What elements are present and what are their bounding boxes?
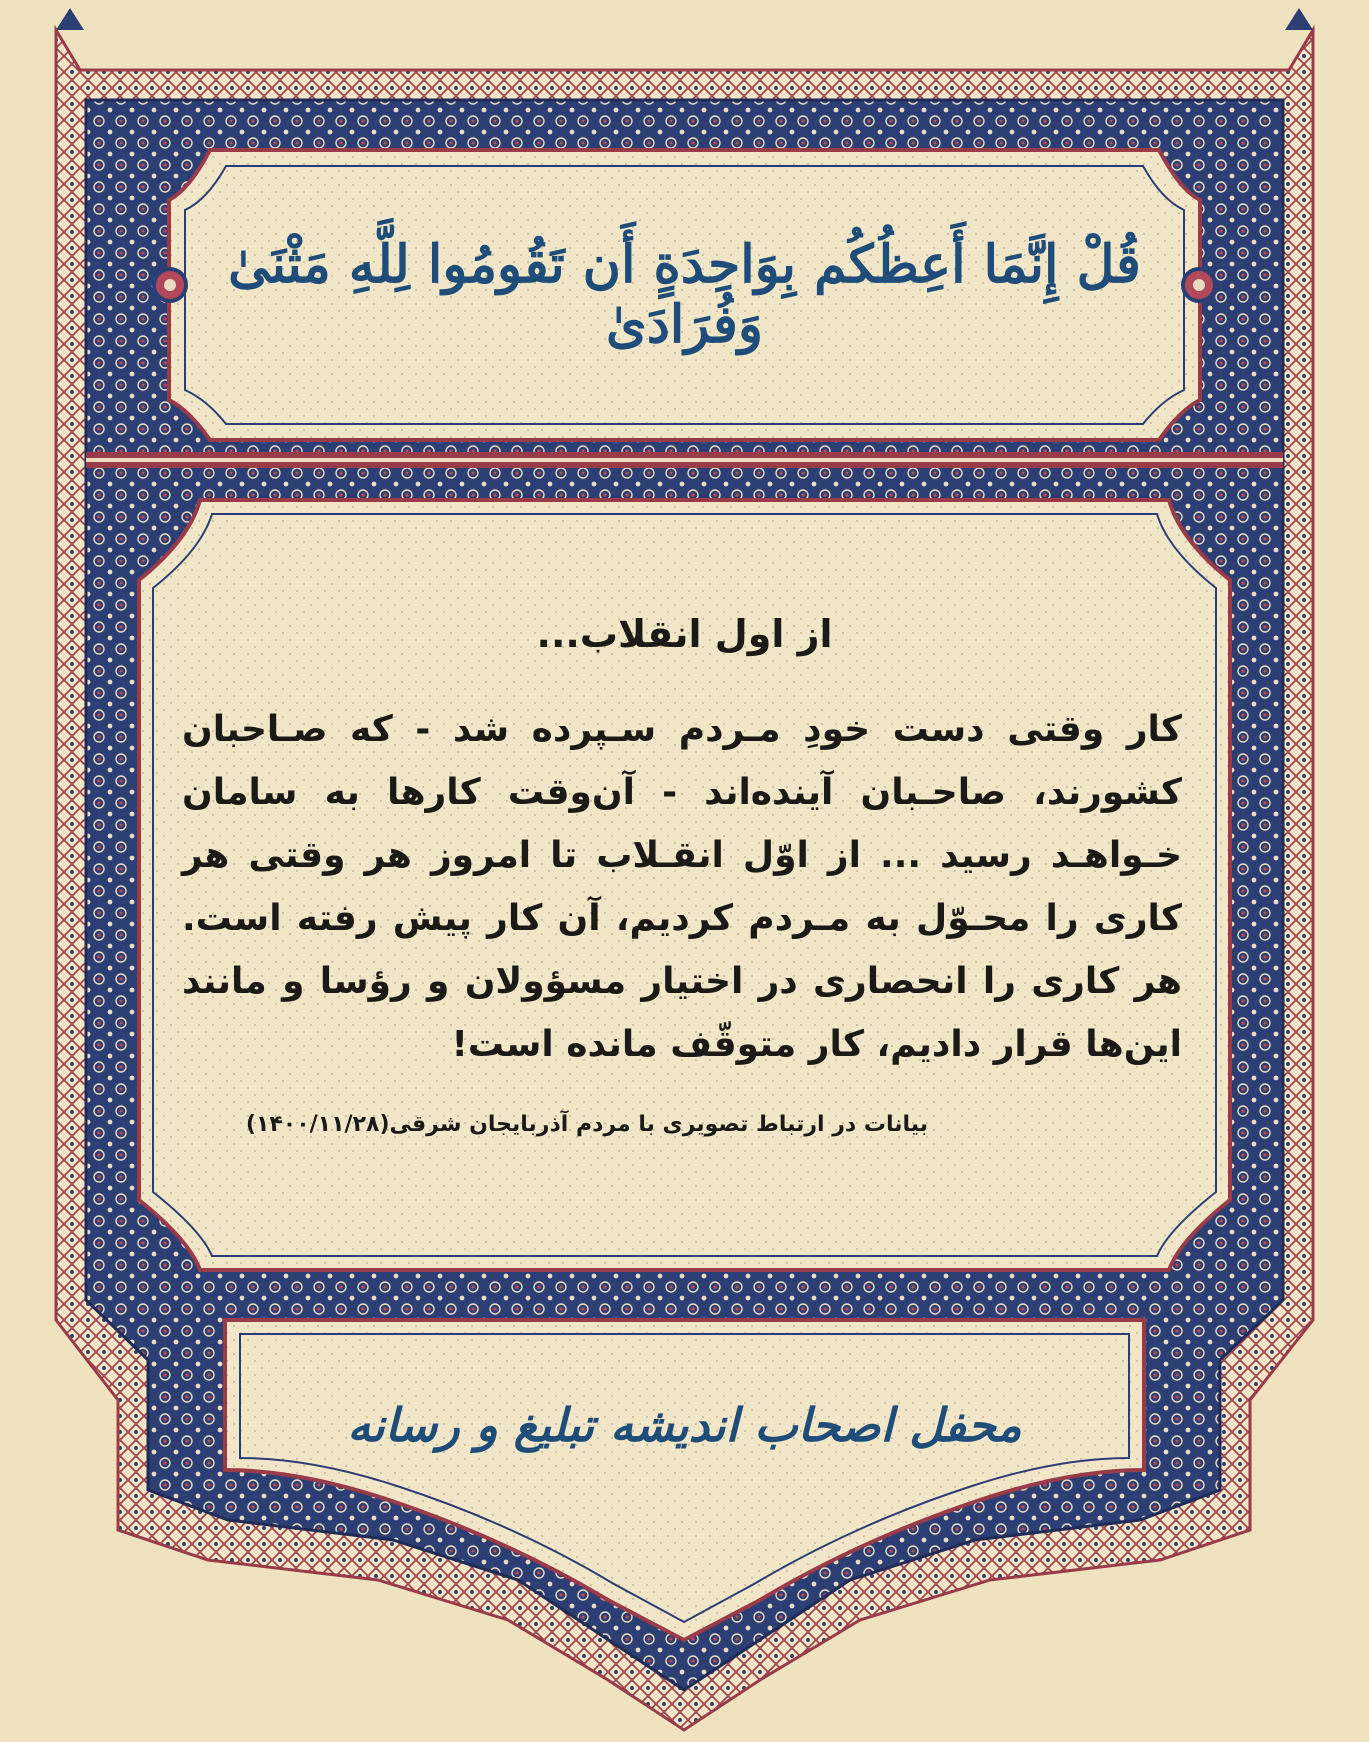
article-title: از اول انقلاب... [536,612,833,656]
quranic-verse-headline: قُلْ إِنَّمَا أَعِظُكُم بِوَاحِدَةٍ أَن تَقُومُوا لِلَّهِ مَثْنَىٰ وَفُرَادَىٰ [228,234,1141,355]
right-finial [1285,8,1313,30]
footer-signature-area [300,1370,1069,1480]
source-caption: بیانات در ارتباط تصویری با مردم آذربایجان شرقی(۱۴۰۰/۱۱/۲۸) [245,1112,928,1137]
left-finial [56,8,84,30]
footer-cartouche [225,1320,1144,1640]
footer-signature: محفل اصحاب اندیشه تبلیغ و رسانه [347,1398,1022,1452]
article-body: کار وقتی دست خودِ مـردم سـپرده شد - که صـاحبان کشورند، صاحـبان آینده‌اند - آن‌وقت کارها به سامان خـواهـد رسید ... از اوّل انقـلاب تا امروز هر وقتی هر کاری را محـوّل به مـردم کردیم، آن کار پیش رفته است. هر کاری را انحصاری در اختیار مسؤولان و رؤسا و مانند این‌ها قرار دادیم، کار متوقّف مانده است! [182,709,1182,1065]
